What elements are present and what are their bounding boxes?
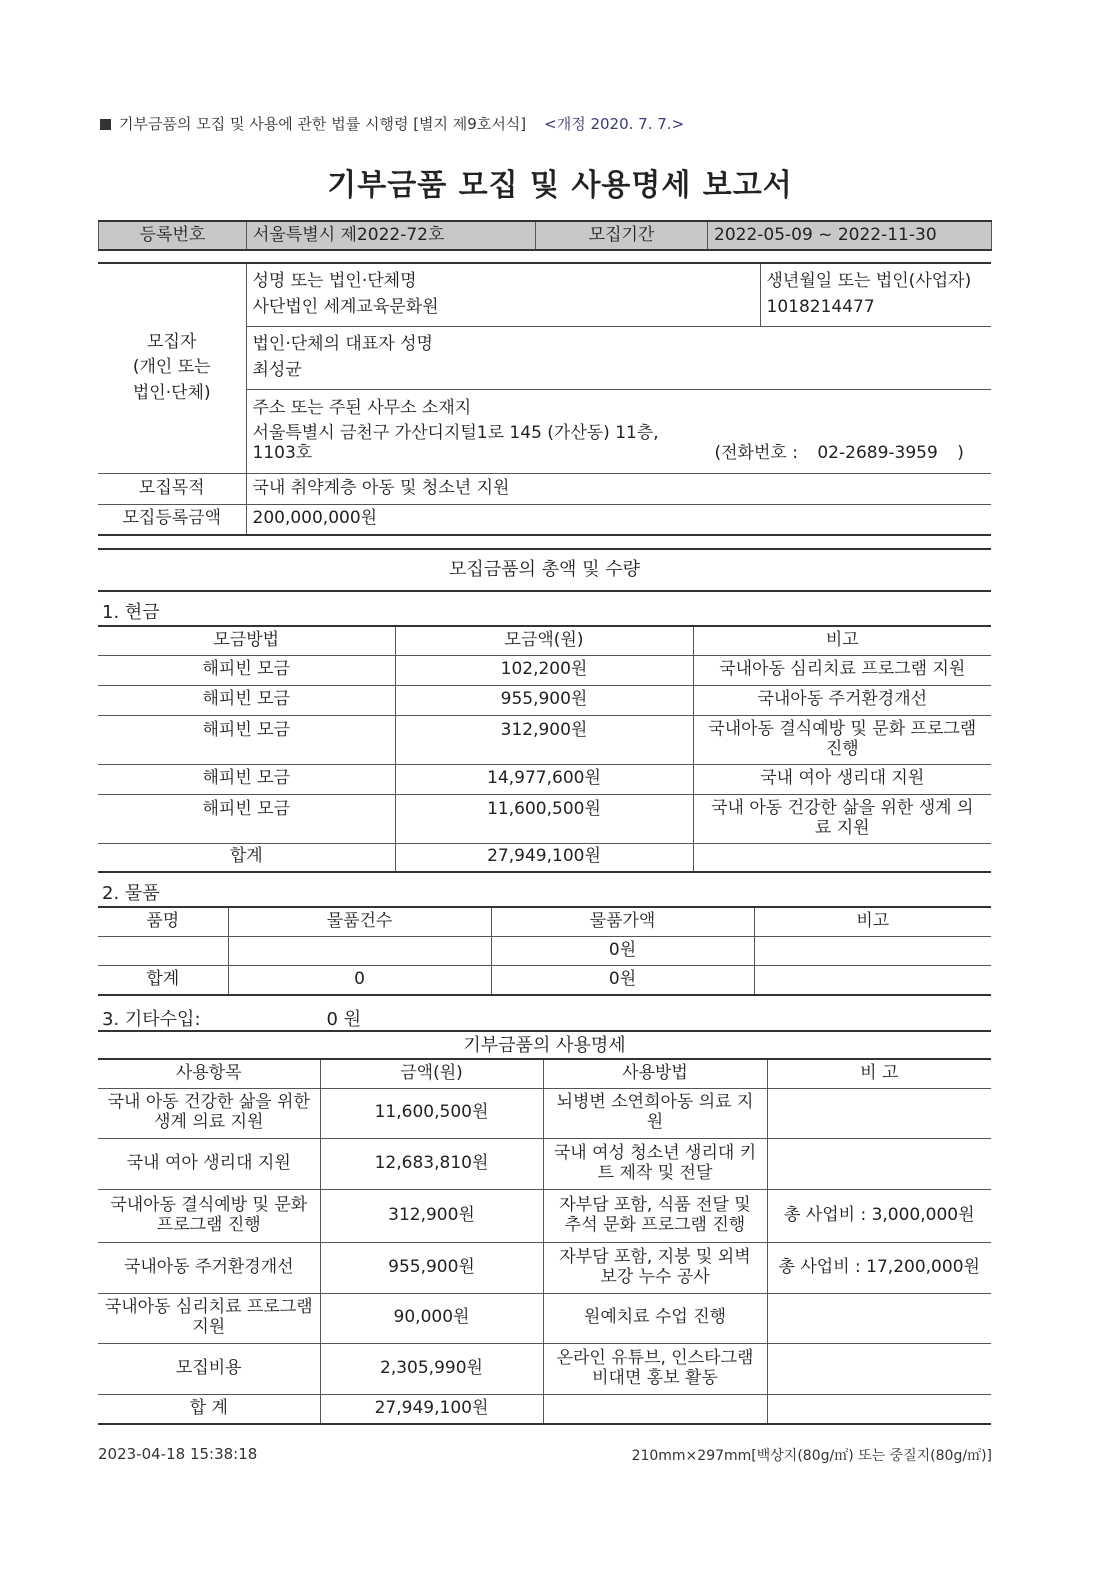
table-row	[98, 1343, 991, 1394]
table-row	[98, 1138, 991, 1189]
usage-total-label: 합 계	[98, 1394, 320, 1424]
usage-amount: 12,683,810원	[320, 1138, 543, 1189]
cash-method: 해피빈 모금	[98, 794, 395, 843]
usage-item: 국내아동 주거환경개선	[98, 1242, 320, 1293]
usage-method: 온라인 유튜브, 인스타그램 비대면 홍보 활동	[543, 1343, 767, 1394]
goods-total-note	[754, 966, 991, 996]
collector-table	[98, 262, 991, 536]
form-reference	[100, 113, 684, 134]
table-row	[98, 1189, 991, 1242]
usage-note: 총 사업비 : 17,200,000원	[767, 1242, 991, 1293]
goods-col-value: 물품가액	[491, 907, 754, 937]
usage-col-note: 비 고	[767, 1059, 991, 1088]
table-row	[98, 794, 991, 843]
usage-item: 모집비용	[98, 1343, 320, 1394]
goods-col-count: 물품건수	[228, 907, 491, 937]
collector-birth-label: 생년월일 또는 법인(사업자)	[766, 271, 972, 292]
goods-table	[98, 906, 991, 996]
goods-total-row	[98, 966, 991, 996]
cash-col-method: 모금방법	[98, 626, 395, 655]
goods-heading: 2. 물품	[102, 883, 160, 904]
cash-table	[98, 625, 991, 873]
period-label: 모집기간	[536, 221, 708, 250]
goods-total-label: 합계	[98, 966, 228, 996]
usage-note	[767, 1293, 991, 1343]
reg-no-label: 등록번호	[99, 221, 247, 250]
phone-value: 02-2689-3959	[817, 442, 938, 463]
cash-note: 국내아동 결식예방 및 문화 프로그램 진행	[693, 715, 991, 764]
collector-label-line1: 모집자	[147, 331, 197, 352]
period-value: 2022-05-09 ~ 2022-11-30	[708, 221, 992, 250]
usage-col-amount: 금액(원)	[320, 1059, 543, 1088]
usage-total-row	[98, 1394, 991, 1424]
goods-col-name: 품명	[98, 907, 228, 937]
goods-value: 0원	[491, 937, 754, 966]
registration-table	[98, 220, 992, 251]
form-reference-text: 기부금품의 모집 및 사용에 관한 법률 시행령 [별지 제9호서식]	[119, 115, 527, 133]
phone-close: )	[957, 442, 964, 463]
collector-name-value: 사단법인 세계교육문화원	[252, 296, 439, 317]
usage-item: 국내 여아 생리대 지원	[98, 1138, 320, 1189]
cash-note: 국내아동 주거환경개선	[693, 685, 991, 715]
usage-table	[98, 1058, 991, 1425]
table-row	[98, 764, 991, 794]
usage-amount: 11,600,500원	[320, 1088, 543, 1138]
cash-col-note: 비고	[693, 626, 991, 655]
usage-method: 자부담 포함, 지붕 및 외벽 보강 누수 공사	[543, 1242, 767, 1293]
goods-col-note: 비고	[754, 907, 991, 937]
usage-total-note	[767, 1394, 991, 1424]
usage-item: 국내아동 결식예방 및 문화 프로그램 진행	[98, 1189, 320, 1242]
collector-label	[98, 263, 246, 473]
representative-label: 법인·단체의 대표자 성명	[252, 333, 433, 354]
usage-amount: 90,000원	[320, 1293, 543, 1343]
goods-name	[98, 937, 228, 966]
cash-note: 국내 아동 건강한 삶을 위한 생계 의료 지원	[693, 794, 991, 843]
usage-method: 뇌병변 소연희아동 의료 지원	[543, 1088, 767, 1138]
goods-total-value: 0원	[491, 966, 754, 996]
other-income	[102, 1005, 361, 1031]
goods-count	[228, 937, 491, 966]
table-row	[98, 685, 991, 715]
document-title: 기부금품 모집 및 사용명세 보고서	[327, 168, 793, 203]
cash-method: 해피빈 모금	[98, 655, 395, 685]
target-amount-label: 모집등록금액	[98, 504, 246, 535]
usage-note	[767, 1138, 991, 1189]
cash-amount: 14,977,600원	[395, 764, 693, 794]
usage-method: 국내 여성 청소년 생리대 키트 제작 및 전달	[543, 1138, 767, 1189]
usage-item: 국내아동 심리치료 프로그램 지원	[98, 1293, 320, 1343]
table-row	[98, 655, 991, 685]
collector-name-cell	[246, 263, 760, 326]
purpose-value: 국내 취약계층 아동 및 청소년 지원	[246, 473, 991, 504]
cash-total-value: 27,949,100원	[395, 843, 693, 872]
cash-amount: 102,200원	[395, 655, 693, 685]
usage-col-item: 사용항목	[98, 1059, 320, 1088]
usage-note	[767, 1088, 991, 1138]
cash-col-amount: 모금액(원)	[395, 626, 693, 655]
table-row	[98, 1088, 991, 1138]
totals-section-title: 모집금품의 총액 및 수량	[98, 548, 991, 592]
usage-item: 국내 아동 건강한 삶을 위한 생계 의료 지원	[98, 1088, 320, 1138]
usage-note: 총 사업비 : 3,000,000원	[767, 1189, 991, 1242]
collector-label-line2: (개인 또는	[132, 357, 211, 378]
purpose-label: 모집목적	[98, 473, 246, 504]
cash-total-note	[693, 843, 991, 872]
cash-heading: 1. 현금	[102, 602, 160, 623]
square-bullet-icon	[100, 119, 111, 130]
address-value: 서울특별시 금천구 가산디지털1로 145 (가산동) 11층, 1103호	[252, 423, 659, 463]
table-row	[98, 715, 991, 764]
address-label: 주소 또는 주된 사무소 소재지	[252, 397, 472, 418]
usage-amount: 2,305,990원	[320, 1343, 543, 1394]
table-row	[98, 1242, 991, 1293]
cash-amount: 955,900원	[395, 685, 693, 715]
collector-birth-value: 1018214477	[766, 296, 875, 317]
usage-note	[767, 1343, 991, 1394]
collector-birth-cell	[760, 263, 991, 326]
cash-total-row	[98, 843, 991, 872]
cash-method: 해피빈 모금	[98, 685, 395, 715]
usage-col-method: 사용방법	[543, 1059, 767, 1088]
table-row	[98, 1293, 991, 1343]
reg-no-value: 서울특별시 제2022-72호	[247, 221, 536, 250]
collector-label-line3: 법인·단체)	[132, 383, 211, 404]
usage-amount: 955,900원	[320, 1242, 543, 1293]
other-income-label: 3. 기타수입:	[102, 1009, 201, 1030]
goods-note	[754, 937, 991, 966]
phone-label: (전화번호 :	[714, 442, 798, 463]
other-income-value: 0 원	[326, 1009, 362, 1030]
cash-method: 해피빈 모금	[98, 764, 395, 794]
cash-amount: 11,600,500원	[395, 794, 693, 843]
target-amount-value: 200,000,000원	[246, 504, 991, 535]
usage-total-method	[543, 1394, 767, 1424]
cash-method: 해피빈 모금	[98, 715, 395, 764]
usage-section-title: 기부금품의 사용명세	[98, 1030, 991, 1059]
goods-total-count: 0	[228, 966, 491, 996]
address-cell	[246, 389, 991, 473]
cash-note: 국내 여아 생리대 지원	[693, 764, 991, 794]
collector-name-label: 성명 또는 법인·단체명	[252, 271, 417, 292]
cash-amount: 312,900원	[395, 715, 693, 764]
representative-cell	[246, 326, 991, 389]
table-row	[98, 937, 991, 966]
usage-amount: 312,900원	[320, 1189, 543, 1242]
cash-total-label: 합계	[98, 843, 395, 872]
phone-field	[715, 444, 964, 464]
print-timestamp: 2023-04-18 15:38:18	[98, 1445, 258, 1463]
representative-value: 최성균	[252, 359, 302, 380]
usage-method: 원예치료 수업 진행	[543, 1293, 767, 1343]
cash-note: 국내아동 심리치료 프로그램 지원	[693, 655, 991, 685]
usage-total-value: 27,949,100원	[320, 1394, 543, 1424]
usage-method: 자부담 포함, 식품 전달 및 추석 문화 프로그램 진행	[543, 1189, 767, 1242]
paper-spec: 210mm×297mm[백상지(80g/㎡) 또는 중질지(80g/㎡)]	[631, 1448, 992, 1464]
revision-note: <개정 2020. 7. 7.>	[544, 115, 685, 133]
